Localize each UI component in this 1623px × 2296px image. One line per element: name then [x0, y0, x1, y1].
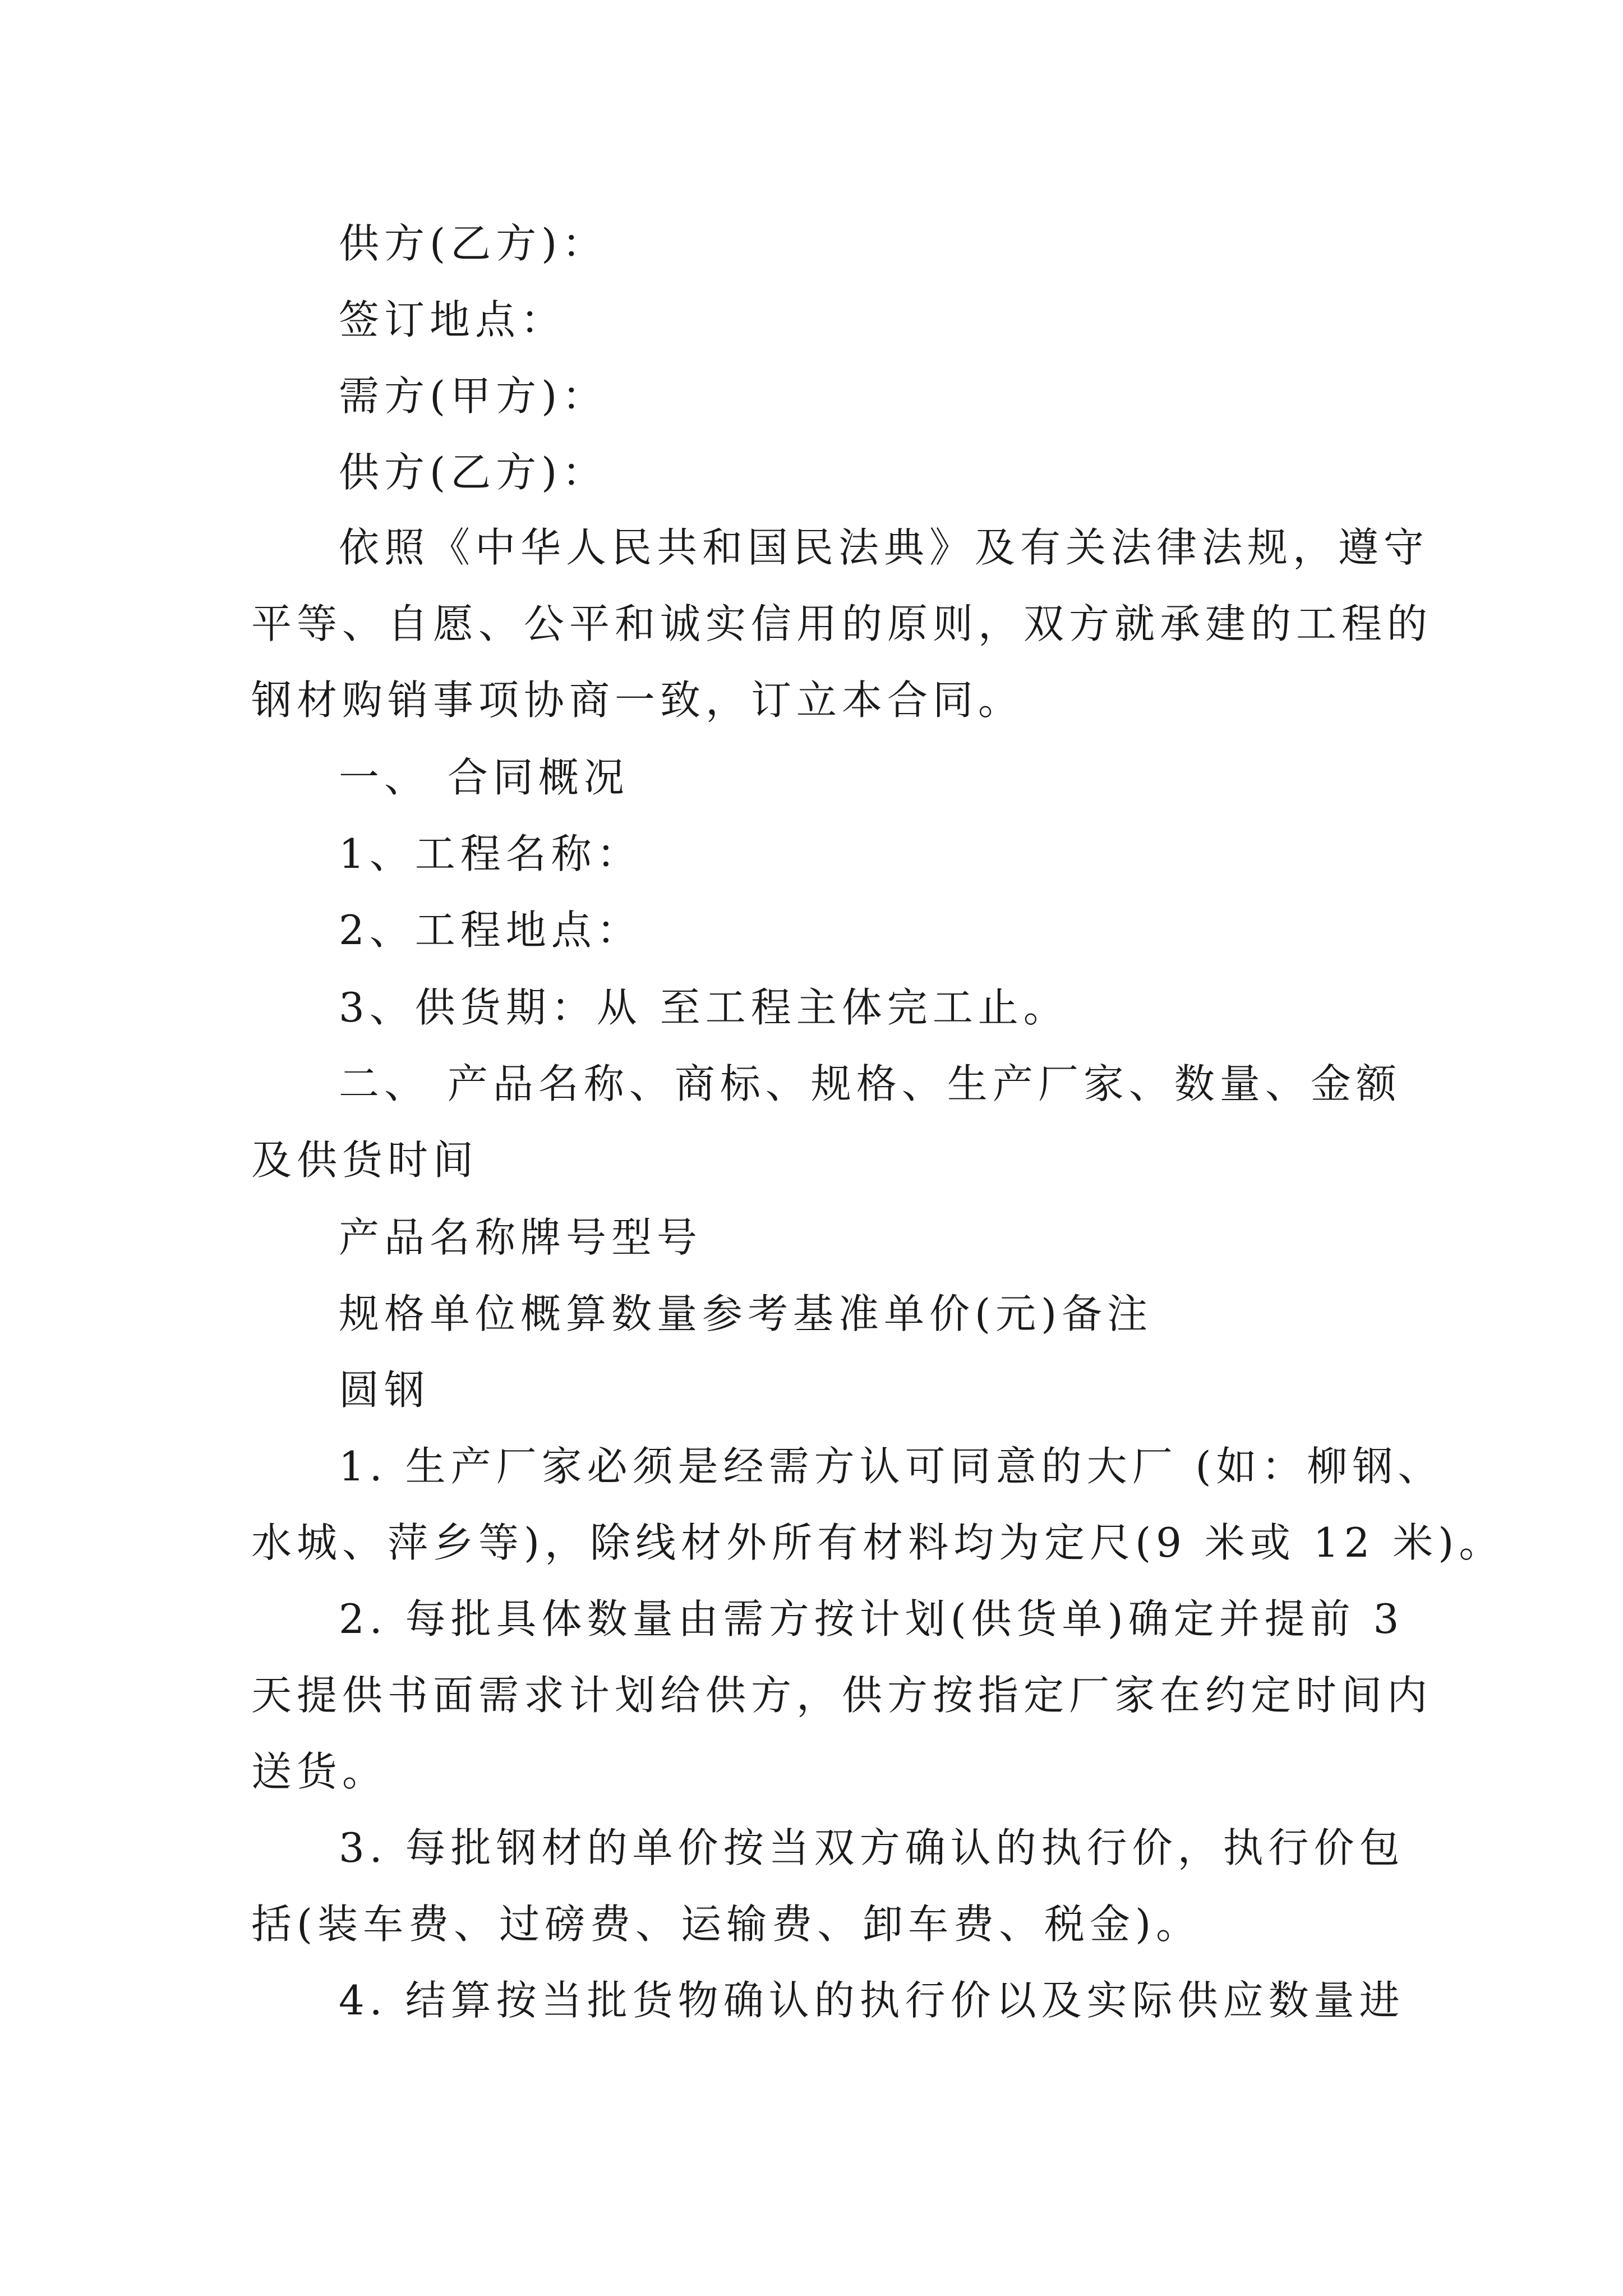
supply-period-field: 3、供货期：从 至工程主体完工止。: [339, 984, 1069, 1031]
section-heading-2-cont: 及供货时间: [251, 1137, 479, 1184]
clause-2-line-1: 2. 每批具体数量由需方按计划(供货单)确定并提前 3: [339, 1595, 1404, 1642]
supplier-party-label: 供方(乙方)：: [339, 220, 608, 267]
project-name-field: 1、工程名称：: [339, 830, 642, 877]
preamble-line-3: 钢材购销事项协商一致，订立本合同。: [251, 677, 1024, 724]
clause-1-line-2: 水城、萍乡等)，除线材外所有材料均为定尺(9 米或 12 米)。: [251, 1519, 1505, 1566]
project-location-field: 2、工程地点：: [339, 907, 642, 954]
preamble-line-2: 平等、自愿、公平和诚实信用的原则，双方就承建的工程的: [251, 600, 1433, 647]
product-header-line-1: 产品名称牌号型号: [339, 1214, 703, 1261]
clause-2-line-2: 天提供书面需求计划给供方，供方按指定厂家在约定时间内: [251, 1672, 1433, 1719]
section-heading-1: 一、 合同概况: [339, 754, 629, 801]
clause-1-line-1: 1. 生产厂家必须是经需方认可同意的大厂 (如：柳钢、: [339, 1443, 1444, 1490]
clause-2-line-3: 送货。: [251, 1748, 388, 1795]
section-heading-2: 二、 产品名称、商标、规格、生产厂家、数量、金额: [339, 1060, 1401, 1107]
clause-3-line-1: 3. 每批钢材的单价按当双方确认的执行价，执行价包: [339, 1824, 1405, 1871]
clause-3-line-2: 括(装车费、过磅费、运输费、卸车费、税金)。: [251, 1901, 1202, 1948]
product-header-line-2: 规格单位概算数量参考基准单价(元)备注: [339, 1290, 1153, 1337]
clause-4-line-1: 4. 结算按当批货物确认的执行价以及实际供应数量进: [339, 1977, 1405, 2024]
buyer-party-label: 需方(甲方)：: [339, 372, 608, 420]
preamble-line-1: 依照《中华人民共和国民法典》及有关法律法规，遵守: [339, 524, 1430, 571]
product-item-round-steel: 圆钢: [339, 1366, 430, 1414]
signing-place-label: 签订地点：: [339, 296, 566, 343]
supplier-party-label-2: 供方(乙方)：: [339, 449, 608, 496]
